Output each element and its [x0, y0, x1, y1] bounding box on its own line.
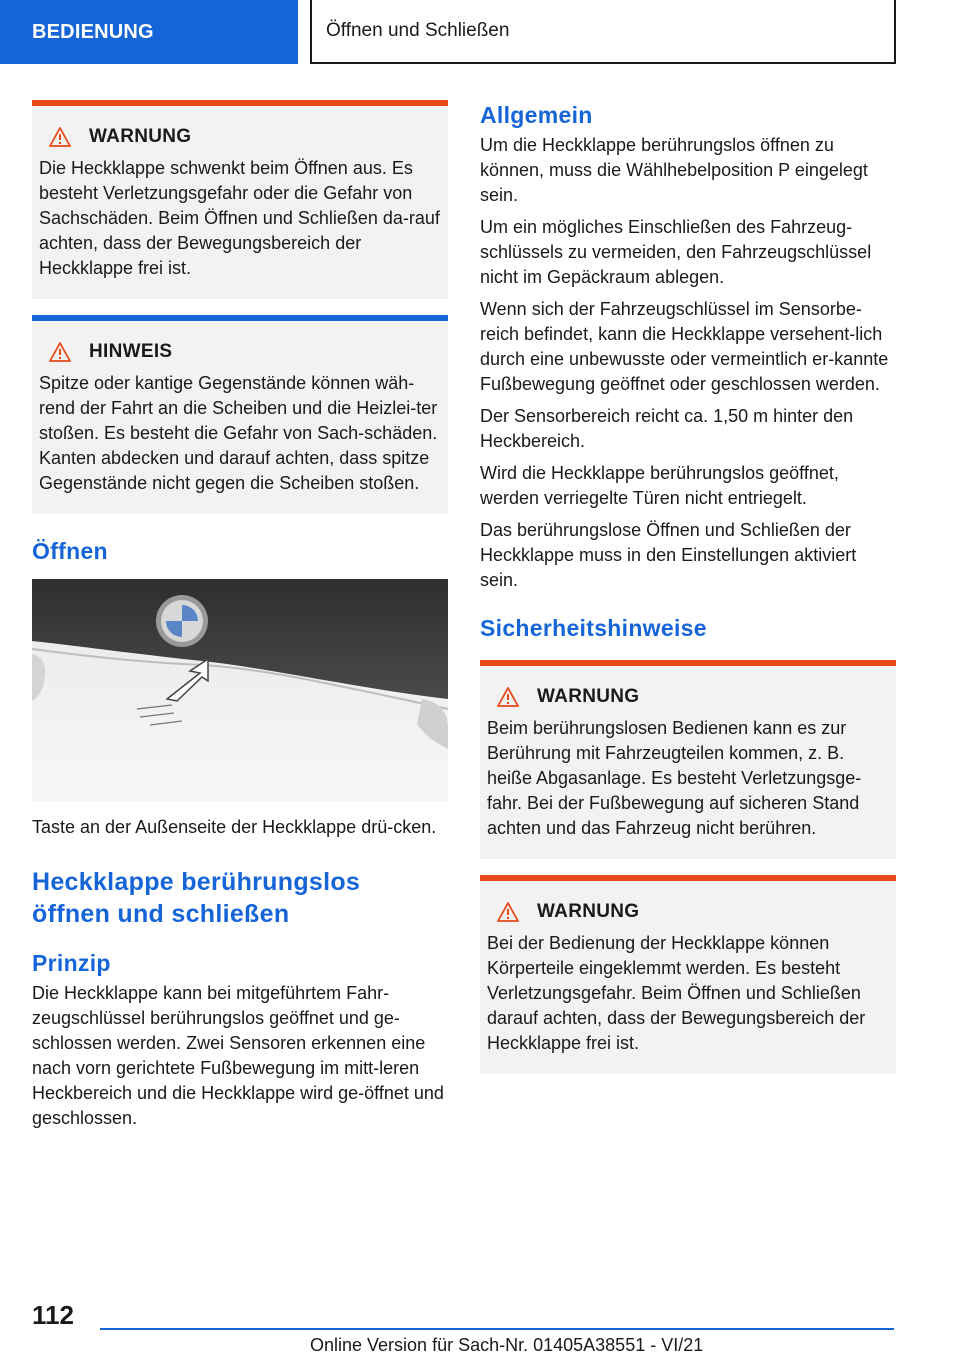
tailgate-button-photo	[32, 579, 448, 801]
warning-title-text: WARNUNG	[89, 126, 192, 147]
warning-box	[32, 100, 448, 299]
warning-text: Bei der Bedienung der Heckklappe können Körperteile eingeklemmt werden. Es besteht Verletzungsgefahr. Beim Öffnen und Schließen darauf achten, dass der Bewegungsbereich der Heckklappe frei ist.	[487, 933, 866, 1053]
chapter-label: Öffnen und Schließen	[326, 20, 510, 41]
prinzip-heading: Prinzip	[32, 950, 111, 976]
paragraph: Der Sensorbereich reicht ca. 1,50 m hinter den Heckbereich.	[480, 406, 854, 451]
paragraph: Um die Heckklappe berührungslos öffnen zu können, muss die Wählhebelposition P eingelegt sein.	[480, 135, 868, 205]
prinzip-text: Die Heckklappe kann bei mitgeführtem Fahr-zeugschlüssel berührungslos geöffnet und ge-schlossen werden. Zwei Sensoren erkennen eine nach vorn gerichtete Fußbewegung im mitt-leren Heckbereich und die Heckklappe wird ge-öffnet und geschlossen.	[32, 983, 444, 1128]
safety-heading: Sicherheitshinweise	[480, 615, 707, 641]
notice-triangle-icon	[49, 342, 71, 362]
warning-triangle-icon	[497, 902, 519, 922]
footer-version: Online Version für Sach-Nr. 01405A38551 - VI/21	[310, 1335, 704, 1355]
notice-box	[32, 315, 448, 514]
paragraph: Wenn sich der Fahrzeugschlüssel im Sensorbe-reich befindet, kann die Heckklappe versehent-lich durch eine unbewusste oder vermeintlich er-kannte Fußbewegung geöffnet oder geschlossen werden.	[480, 299, 889, 394]
warning-text: Beim berührungslosen Bedienen kann es zur Berührung mit Fahrzeugteilen kommen, z. B. heiße Abgasanlage. Es besteht Verletzungsge-fahr. Bei der Fußbewegung auf sicheren Stand achten und das Fahrzeug nicht berühren.	[487, 718, 862, 838]
section-label: BEDIENUNG	[32, 20, 154, 43]
footer-divider	[100, 1328, 894, 1330]
section-tab	[0, 0, 298, 64]
warning-title	[49, 126, 440, 148]
page-number: 112	[32, 1300, 74, 1330]
chapter-tab	[310, 0, 896, 64]
warning-title-text: WARNUNG	[537, 686, 640, 707]
allgemein-heading: Allgemein	[480, 102, 593, 128]
warning-title	[497, 901, 888, 923]
paragraph: Wird die Heckklappe berührungslos geöffnet, werden verriegelte Türen nicht entriegelt.	[480, 463, 839, 508]
left-column	[32, 100, 448, 1138]
main-heading: Heckklappe berührungslos öffnen und schließen	[32, 868, 361, 928]
photo-caption: Taste an der Außenseite der Heckklappe drü-cken.	[32, 817, 437, 837]
notice-title-text: HINWEIS	[89, 341, 173, 362]
warning-title	[497, 686, 888, 708]
paragraph: Um ein mögliches Einschließen des Fahrzeug-schlüssels zu vermeiden, den Fahrzeugschlüssel nicht im Gepäckraum ablegen.	[480, 217, 872, 287]
warning-triangle-icon	[49, 127, 71, 147]
warning-triangle-icon	[497, 687, 519, 707]
oeffnen-heading: Öffnen	[32, 538, 108, 564]
paragraph: Das berührungslose Öffnen und Schließen der Heckklappe muss in den Einstellungen aktiviert sein.	[480, 520, 857, 590]
right-column	[480, 100, 896, 1090]
warning-title-text: WARNUNG	[537, 901, 640, 922]
notice-text: Spitze oder kantige Gegenstände können wäh-rend der Fahrt an die Scheiben und die Heizlei-ter stoßen. Es besteht die Gefahr von Sach-schäden. Kanten abdecken und darauf achten, dass spitze Gegenstände nicht gegen die Scheiben stoßen.	[39, 373, 438, 493]
notice-title	[49, 341, 440, 363]
warning-box	[480, 875, 896, 1074]
warning-box	[480, 660, 896, 859]
warning-text: Die Heckklappe schwenkt beim Öffnen aus. Es besteht Verletzungsgefahr oder die Gefahr von Sachschäden. Beim Öffnen und Schließen da-rauf achten, dass der Bewegungsbereich der Heckklappe frei ist.	[39, 158, 440, 278]
